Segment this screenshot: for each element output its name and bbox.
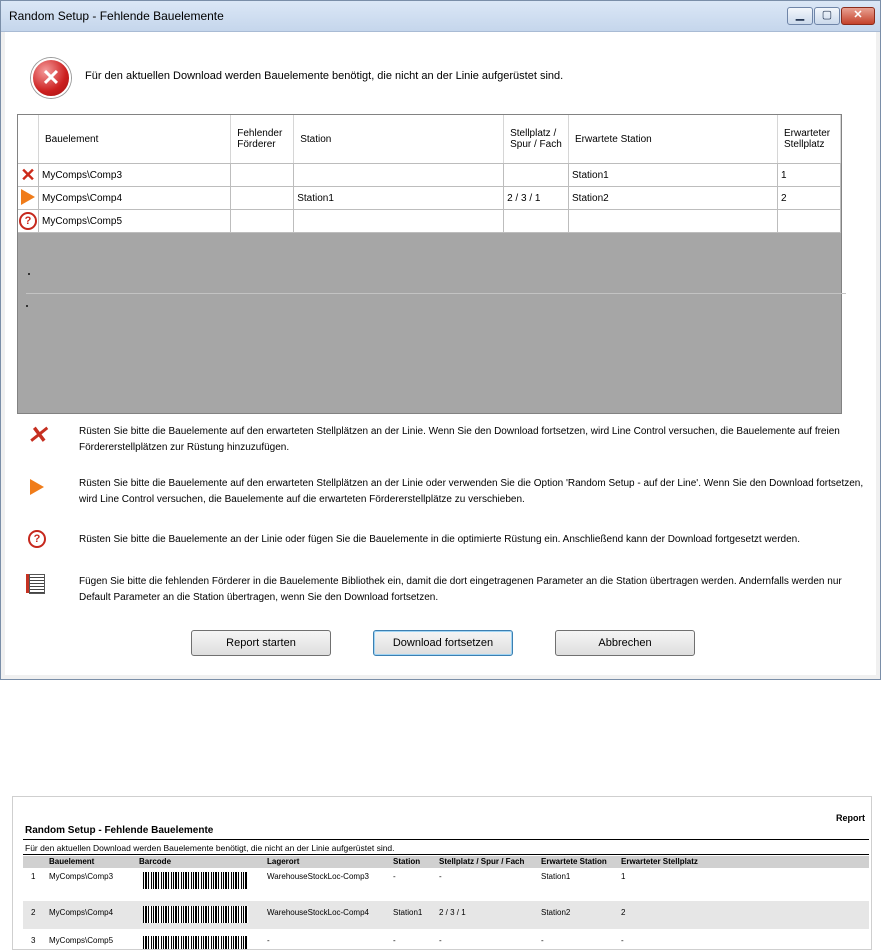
report-start-button[interactable]: Report starten (191, 630, 331, 656)
table-header-row (18, 115, 841, 164)
row-status-cell (18, 164, 38, 187)
report-message: Für den aktuellen Download werden Bauelemente benötigt, die nicht an der Linie aufgerüstet sind. (25, 843, 395, 853)
report-header-stellplatz: Stellplatz / Spur / Fach (439, 857, 525, 866)
legend-text: Rüsten Sie bitte die Bauelemente auf den erwarteten Stellplätzen an der Linie oder verwenden Sie die Option 'Random Setup - auf der Line'. Wenn Sie den Download fortsetzen, wird Line Control versuchen, die Bauelemente auf die erwarteten Fördererstellplätze zu verschieben. (79, 478, 864, 505)
report-row (23, 933, 869, 950)
header-icon-col (18, 115, 38, 164)
report-cell-stellplatz: - (439, 872, 442, 881)
cell-stellplatz: 2 / 3 / 1 (504, 187, 569, 210)
report-cell-station: Station1 (393, 908, 423, 917)
window-title: Random Setup - Fehlende Bauelemente (9, 9, 224, 23)
report-divider (23, 854, 869, 855)
report-cell-erwartete-station: - (541, 936, 544, 945)
grid-divider (26, 293, 846, 294)
report-label: Report (836, 813, 865, 823)
dialog-content (5, 32, 876, 675)
report-row (23, 901, 869, 929)
cell-erwarteter-stellplatz (777, 210, 840, 233)
header-erwartete-station[interactable]: Erwartete Station (569, 115, 778, 164)
report-header-row (23, 856, 869, 868)
cell-stellplatz (504, 210, 569, 233)
report-header-erwarteter-stellplatz: Erwarteter Stellplatz (621, 857, 698, 866)
cancel-button[interactable]: Abbrechen (555, 630, 695, 656)
header-erwarteter-stellplatz[interactable]: Erwarteter Stellplatz (777, 115, 840, 164)
report-header-erwartete-station: Erwartete Station (541, 857, 607, 866)
report-preview (12, 796, 872, 950)
table-row[interactable] (18, 187, 841, 210)
report-cell-nr: 2 (31, 908, 36, 917)
report-cell-lagerort: WarehouseStockLoc-Comp4 (267, 908, 369, 917)
legend-text: Fügen Sie bitte die fehlenden Förderer in die Bauelemente Bibliothek ein, damit die dort eingetragenen Parameter an die Station übertragen werden. Andernfalls werden nur Default Parameter an die Station übertragen, wenn Sie den Download fortsetzen. (79, 576, 842, 603)
table-row[interactable] (18, 164, 841, 187)
report-cell-station: - (393, 936, 396, 945)
barcode-image (143, 906, 248, 923)
row-status-cell (18, 187, 38, 210)
report-cell-lagerort: WarehouseStockLoc-Comp3 (267, 872, 369, 881)
red-x-icon: ✕ (20, 165, 36, 185)
report-cell-station: - (393, 872, 396, 881)
legend-icon-cell (25, 476, 49, 500)
barcode-image (143, 872, 248, 889)
header-station[interactable]: Station (294, 115, 504, 164)
report-cell-stellplatz: - (439, 936, 442, 945)
legend-text: Rüsten Sie bitte die Bauelemente auf den erwarteten Stellplätzen an der Linie. Wenn Sie den Download fortsetzen, wird Line Control versuchen, die Bauelemente auf freien Fördererstellplätzen zur Rüstung hinzuzufügen. (79, 426, 840, 453)
cell-bauelement: MyComps\Comp5 (38, 210, 230, 233)
table-row[interactable] (18, 210, 841, 233)
components-table (18, 115, 841, 233)
cell-foerderer (231, 187, 294, 210)
feeder-icon (29, 574, 45, 594)
legend-text: Rüsten Sie bitte die Bauelemente an der Linie oder fügen Sie die Bauelemente in die optimierte Rüstung ein. Anschließend kann der Download fortgesetzt werden. (79, 534, 801, 545)
report-header-station: Station (393, 857, 421, 866)
minimize-button[interactable]: ▁ (787, 7, 813, 25)
cell-stellplatz (504, 164, 569, 187)
cell-foerderer (231, 164, 294, 187)
legend-icon-cell (25, 530, 49, 554)
grid-artifact (28, 273, 30, 275)
cell-station (294, 164, 504, 187)
cell-erwartete-station: Station1 (569, 164, 778, 187)
report-cell-bauelement: MyComps\Comp5 (49, 936, 114, 945)
orange-arrow-icon (21, 189, 35, 205)
report-cell-bauelement: MyComps\Comp4 (49, 908, 114, 917)
header-fehlender-foerderer[interactable]: Fehlender Förderer (231, 115, 294, 164)
report-title: Random Setup - Fehlende Bauelemente (25, 825, 214, 836)
close-button[interactable]: ✕ (841, 7, 875, 25)
question-mark-icon: ? (28, 530, 46, 548)
grid-artifact (26, 305, 28, 307)
report-cell-erwartete-station: Station1 (541, 872, 571, 881)
error-message: Für den aktuellen Download werden Bauelemente benötigt, die nicht an der Linie aufgerüstet sind. (85, 70, 564, 82)
cell-erwartete-station (569, 210, 778, 233)
report-divider (23, 839, 869, 840)
maximize-button[interactable]: ▢ (814, 7, 840, 25)
report-cell-erwartete-station: Station2 (541, 908, 571, 917)
cell-erwarteter-stellplatz: 2 (777, 187, 840, 210)
orange-arrow-icon (30, 479, 44, 495)
report-row (23, 869, 869, 889)
report-cell-stellplatz: 2 / 3 / 1 (439, 908, 466, 917)
download-continue-button[interactable]: Download fortsetzen (373, 630, 513, 656)
report-header-bauelement: Bauelement (49, 857, 95, 866)
legend-icon-cell (25, 574, 49, 598)
cell-bauelement: MyComps\Comp4 (38, 187, 230, 210)
report-header-lagerort: Lagerort (267, 857, 300, 866)
report-cell-bauelement: MyComps\Comp3 (49, 872, 114, 881)
cell-bauelement: MyComps\Comp3 (38, 164, 230, 187)
report-header-barcode: Barcode (139, 857, 172, 866)
report-cell-erwarteter-stellplatz: 1 (621, 872, 626, 881)
question-mark-icon: ? (19, 212, 37, 230)
cell-erwartete-station: Station2 (569, 187, 778, 210)
report-cell-nr: 1 (31, 872, 36, 881)
row-status-cell (18, 210, 38, 233)
cell-station (294, 210, 504, 233)
title-bar[interactable] (1, 1, 880, 32)
red-x-icon: ✕ (26, 422, 48, 449)
report-cell-lagerort: - (267, 936, 270, 945)
error-icon: ✕ (31, 58, 71, 98)
cell-station: Station1 (294, 187, 504, 210)
report-cell-erwarteter-stellplatz: - (621, 936, 624, 945)
header-stellplatz[interactable]: Stellplatz / Spur / Fach (504, 115, 569, 164)
legend-icon-cell (25, 424, 49, 448)
components-grid[interactable] (17, 114, 842, 414)
report-cell-nr: 3 (31, 936, 36, 945)
barcode-image (143, 936, 248, 950)
cell-foerderer (231, 210, 294, 233)
cell-erwarteter-stellplatz: 1 (777, 164, 840, 187)
header-bauelement[interactable]: Bauelement (38, 115, 230, 164)
report-cell-erwarteter-stellplatz: 2 (621, 908, 626, 917)
